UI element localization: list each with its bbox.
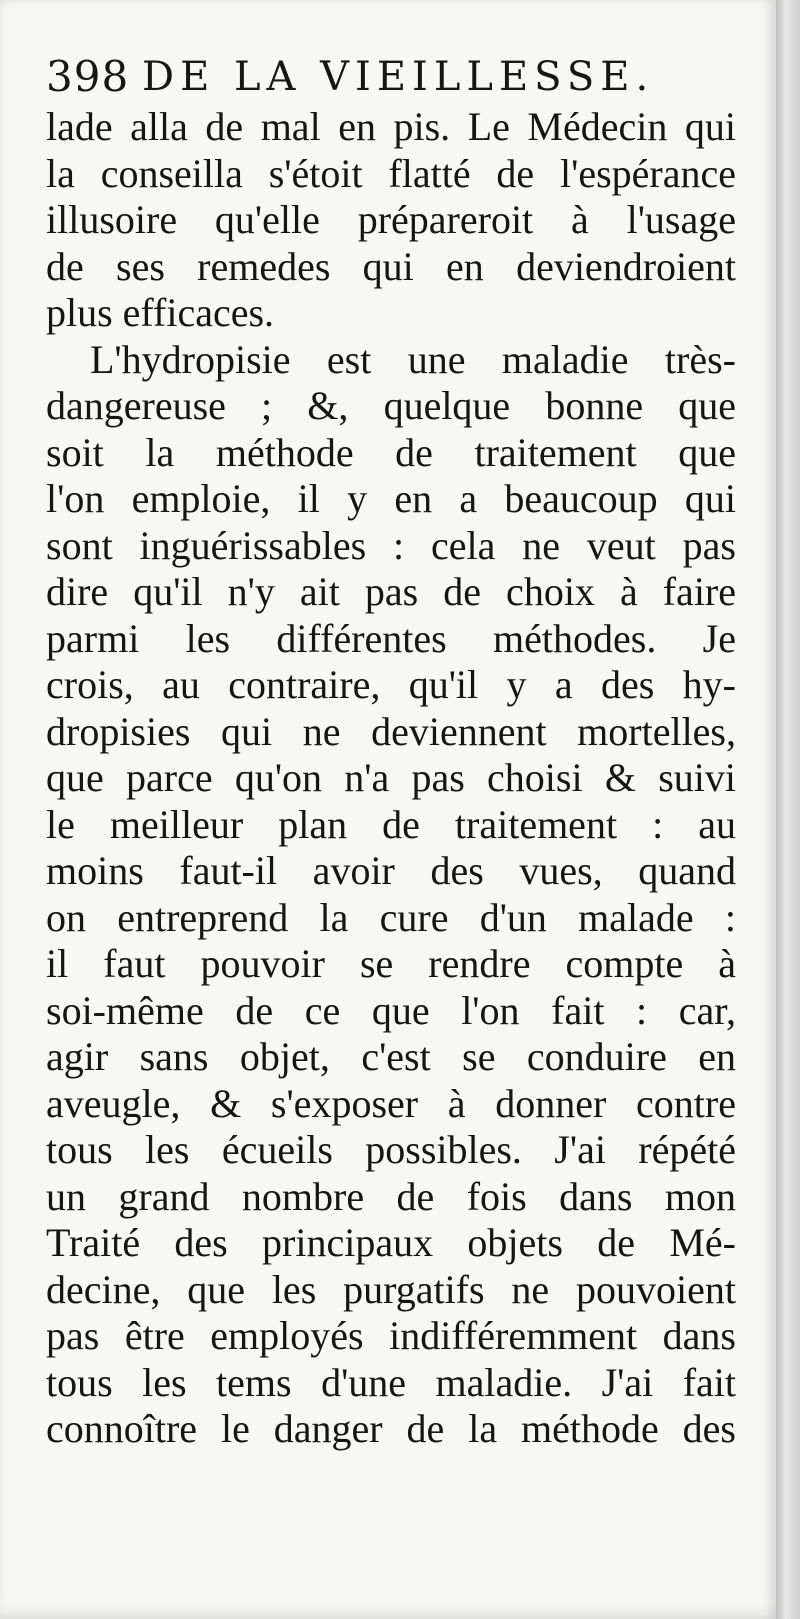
text-line: soit la méthode de traitement que	[46, 429, 736, 475]
text-line: tous les écueils possibles. J'ai répété	[46, 1127, 736, 1172]
text-line: un grand nombre de fois dans mon	[46, 1173, 736, 1219]
text-line: soi-même de ce que l'on fait : car,	[46, 987, 736, 1033]
text-line: dangereuse ; &, quelque bonne que	[46, 383, 736, 428]
text-line: de ses remedes qui en deviendroient	[46, 243, 736, 289]
text-line: la conseilla s'étoit flatté de l'espérance	[46, 150, 736, 196]
text-line: connoître le danger de la méthode des	[46, 1406, 736, 1451]
text-line: dire qu'il n'y ait pas de choix à faire	[46, 569, 736, 614]
text-line: pas être employés indifféremment dans	[46, 1313, 736, 1358]
text-line: agir sans objet, c'est se conduire en	[46, 1034, 736, 1079]
text-line: l'on emploie, il y en a beaucoup qui	[46, 476, 736, 521]
text-line: crois, au contraire, qu'il y a des hy-	[46, 662, 736, 707]
body-text	[46, 104, 736, 1453]
text-line: L'hydropisie est une maladie très-	[90, 336, 736, 382]
text-line: on entreprend la cure d'un malade :	[46, 894, 736, 940]
text-line: decine, que les purgatifs ne pouvoient	[46, 1266, 736, 1312]
text-line: moins faut-il avoir des vues, quand	[46, 848, 736, 893]
text-line: plus efficaces.	[46, 290, 275, 335]
text-line: sont inguérissables : cela ne veut pas	[46, 522, 736, 568]
text-line: aveugle, & s'exposer à donner contre	[46, 1080, 736, 1126]
page-header	[46, 52, 726, 102]
text-line: il faut pouvoir se rendre compte à	[46, 941, 736, 986]
text-line: Traité des principaux objets de Mé-	[46, 1220, 736, 1265]
page-number: 398	[46, 52, 130, 101]
page-edge-shadow	[776, 0, 800, 1619]
text-line: que parce qu'on n'a pas choisi & suivi	[46, 755, 736, 800]
running-head: DE LA VIEILLESSE.	[142, 54, 655, 100]
text-line: le meilleur plan de traitement : au	[46, 801, 736, 847]
text-line: dropisies qui ne deviennent mortelles,	[46, 708, 736, 754]
text-line: illusoire qu'elle prépareroit à l'usage	[46, 197, 736, 242]
text-line: tous les tems d'une maladie. J'ai fait	[46, 1359, 736, 1405]
text-line: parmi les différentes méthodes. Je	[46, 615, 736, 661]
text-line: lade alla de mal en pis. Le Médecin qui	[46, 104, 736, 149]
